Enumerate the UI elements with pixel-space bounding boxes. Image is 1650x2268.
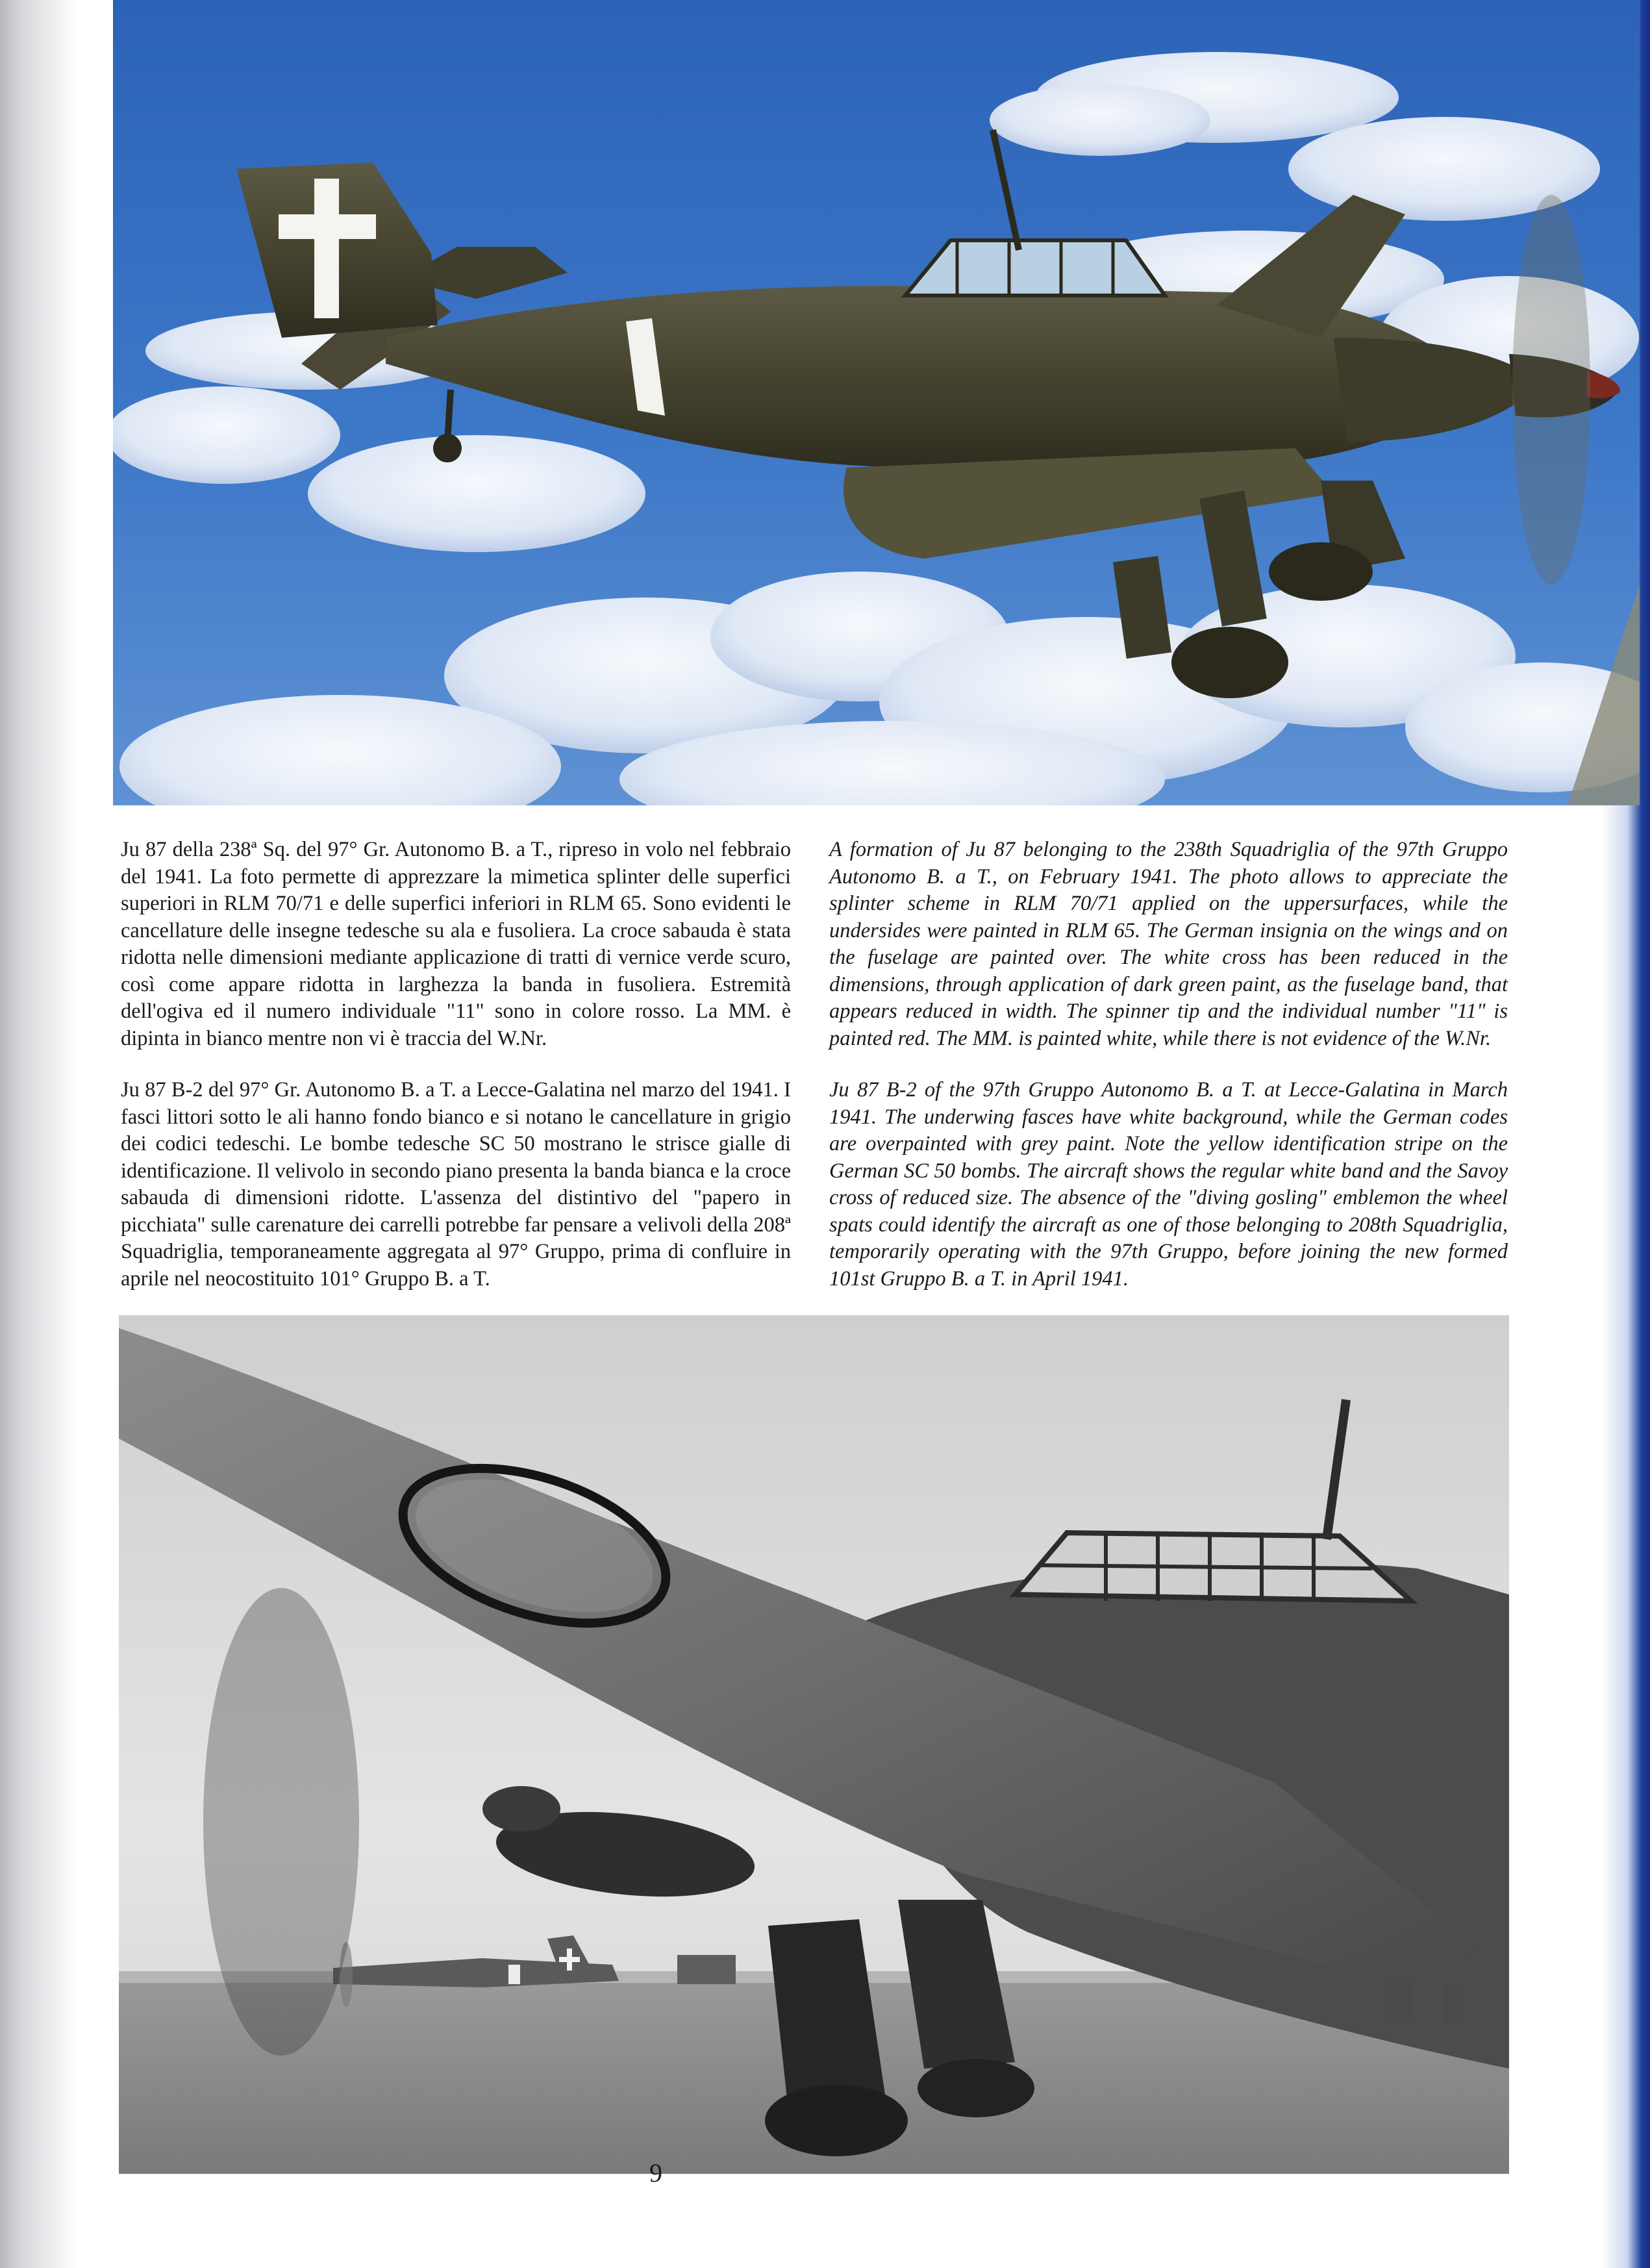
caption-english-top-photo: A formation of Ju 87 belonging to the 238th Squadriglia of the 97th Gruppo Autonomo B. a T., on February 1941. The photo allows to appreciate the splinter scheme in RLM 70/71 applied on the uppersurfaces, while the undersides were painted in RLM 65. The German insignia on the wings and on the fuselage are painted over. The white cross has been reduced in the dimensions, through application of dark green paint, as the fuselage band, that appears reduced in width. The spinner tip and the individual number "11" is painted red. The MM. is painted white, while there is not evidence of the W.Nr. — [829, 838, 1508, 1050]
page-number: 9 — [649, 2158, 662, 2187]
binding-shadow — [0, 0, 78, 2268]
photo-ju87-b2-on-ground-illustration — [119, 1315, 1509, 2174]
photo-ju87-in-flight — [113, 0, 1640, 805]
caption-italian-top-photo: Ju 87 della 238ª Sq. del 97° Gr. Autonomo B. a T., ripreso in volo nel febbraio del 1941. La foto permette di apprezzare la mimetica splinter delle superfici superiori in RLM 70/71 e delle superfici inferiori in RLM 65. Sono evidenti le cancellature delle insegne tedesche su ala e fusoliera. La croce sabauda è stata ridotta nelle dimensioni mediante applicazione di tratti di vernice verde scuro, così come appare ridotta in larghezza la banda in fusoliera. Estremità dell'ogiva ed il numero individuale "11" sono in colore rosso. La MM. è dipinta in bianco mentre non vi è traccia del W.Nr. — [121, 838, 791, 1050]
photo-ju87-b2-on-ground — [119, 1315, 1509, 2174]
caption-english-bottom-photo: Ju 87 B-2 of the 97th Gruppo Autonomo B. a T. at Lecce-Galatina in March 1941. The underwing fasces have white background, while the German codes are overpainted with grey paint. Note the yellow identification stripe on the German SC 50 bombs. The aircraft shows the regular white band and the Savoy cross of reduced size. The absence of the "diving gosling" emblemon the wheel spats could identify the aircraft as one of those belonging to 208th Squadriglia, temporarily operating with the 97th Gruppo, before joining the new formed 101st Gruppo B. a T. in April 1941. — [829, 1078, 1508, 1291]
caption-italian-bottom-photo: Ju 87 B-2 del 97° Gr. Autonomo B. a T. a Lecce-Galatina nel marzo del 1941. I fasci littori sotto le ali hanno fondo bianco e si notano le cancellature in grigio dei codici tedeschi. Le bombe tedesche SC 50 mostrano le strisce gialle di identificazione. Il velivolo in secondo piano presenta la banda bianca e la croce sabauda di dimensioni ridotte. L'assenza del distintivo del "papero in picchiata" sulle carenature dei carrelli potrebbe far pensare a velivoli della 208ª Squadriglia, temporaneamente aggregata al 97° Gruppo, prima di confluire in aprile nel neocostituito 101° Gruppo B. a T. — [121, 1078, 791, 1291]
photo-ju87-in-flight-illustration — [113, 0, 1640, 805]
